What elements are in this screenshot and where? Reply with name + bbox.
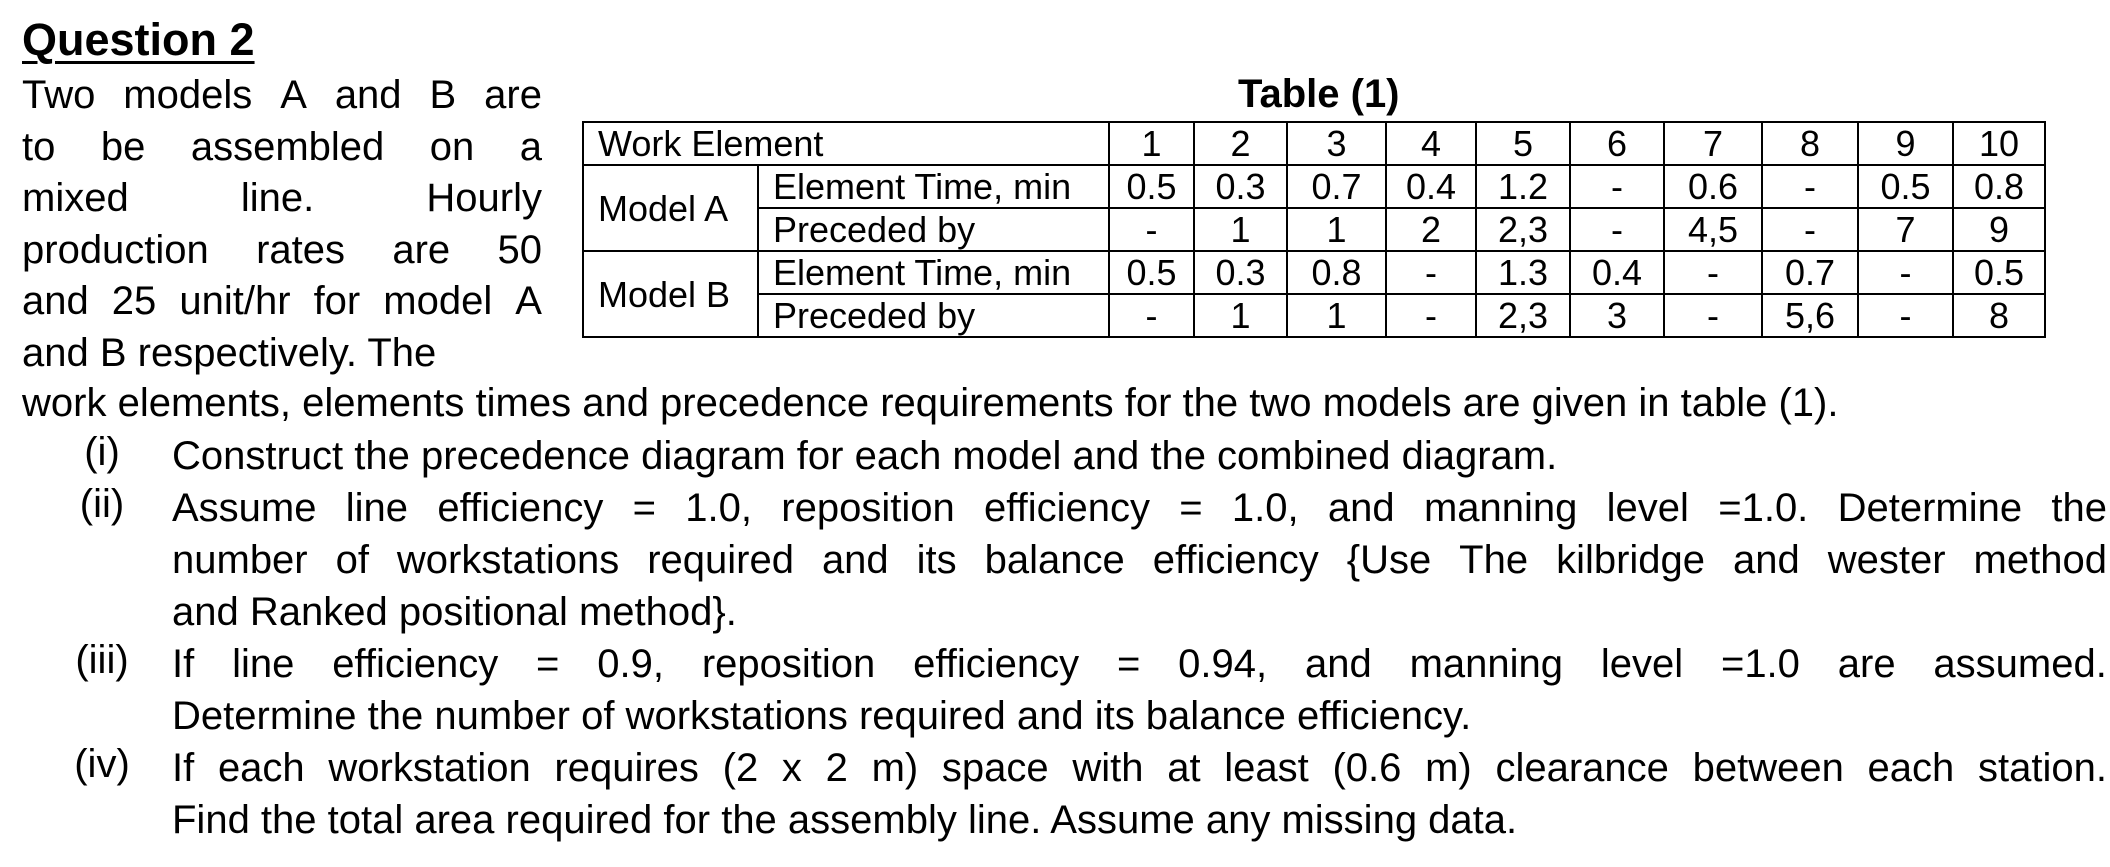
- word: =: [1179, 486, 1203, 530]
- item-line: [172, 534, 2107, 586]
- intro-line: [22, 70, 542, 122]
- word: wester: [1827, 538, 1946, 582]
- work-element-header: Work Element: [583, 122, 1109, 165]
- model-time-row: [583, 165, 2045, 208]
- word: and: [1733, 538, 1800, 582]
- element-time-cell: 0.5: [1953, 251, 2045, 294]
- element-number-cell: 7: [1664, 122, 1762, 165]
- word: 0.9,: [597, 642, 664, 686]
- word: B: [429, 73, 457, 117]
- word: Hourly: [426, 176, 542, 220]
- element-time-cell: 0.8: [1287, 251, 1386, 294]
- word: =1.0: [1720, 642, 1800, 686]
- element-number-cell: 10: [1953, 122, 2045, 165]
- preceded-label-cell: Preceded by: [758, 208, 1109, 251]
- preceded-by-cell: 2,3: [1476, 294, 1570, 337]
- preceded-by-cell: 3: [1570, 294, 1664, 337]
- word: clearance: [1495, 746, 1669, 790]
- word: method: [1973, 538, 2107, 582]
- word: kilbridge: [1556, 538, 1706, 582]
- word: of: [335, 538, 369, 582]
- word: 2: [825, 746, 848, 790]
- item-line: [172, 638, 2107, 690]
- word: efficiency: [437, 486, 604, 530]
- word: line.: [240, 176, 315, 220]
- preceded-by-cell: 5,6: [1762, 294, 1858, 337]
- word: model: [383, 279, 493, 323]
- preceded-label-cell: Preceded by: [758, 294, 1109, 337]
- word: least: [1224, 746, 1309, 790]
- word: =: [632, 486, 656, 530]
- word: models: [123, 73, 253, 117]
- word: be: [100, 124, 146, 169]
- element-time-cell: 0.6: [1664, 165, 1762, 208]
- intro-line: and B respectively. The: [22, 330, 437, 375]
- intro-continuation: work elements, elements times and precedence requirements for the two models are given in table (1).: [22, 381, 1839, 425]
- preceded-by-cell: -: [1109, 208, 1194, 251]
- preceded-by-cell: 4,5: [1664, 208, 1762, 251]
- preceded-by-cell: -: [1386, 294, 1476, 337]
- element-time-cell: 1.2: [1476, 165, 1570, 208]
- word: A: [280, 73, 307, 117]
- word: required: [647, 538, 794, 582]
- item-line: and Ranked positional method}.: [172, 590, 737, 634]
- word: A: [515, 279, 542, 323]
- word: level: [1600, 642, 1684, 686]
- item-line: Construct the precedence diagram for each model and the combined diagram.: [172, 434, 1558, 478]
- word: between: [1692, 746, 1844, 790]
- preceded-by-cell: 1: [1287, 294, 1386, 337]
- preceded-by-cell: -: [1109, 294, 1194, 337]
- element-time-cell: 0.7: [1762, 251, 1858, 294]
- preceded-by-cell: 1: [1287, 208, 1386, 251]
- question-heading: Question 2: [22, 14, 255, 65]
- intro-line: [22, 225, 542, 277]
- element-time-cell: 0.5: [1109, 251, 1194, 294]
- item-number: (iv): [74, 742, 130, 786]
- word: 25: [111, 279, 157, 323]
- word: its: [916, 538, 957, 582]
- element-time-cell: 0.4: [1386, 165, 1476, 208]
- word: and: [821, 538, 889, 582]
- word: line: [232, 642, 295, 686]
- element-time-cell: -: [1664, 251, 1762, 294]
- word: and: [1327, 486, 1395, 530]
- element-time-cell: -: [1570, 165, 1664, 208]
- word: The: [1459, 538, 1529, 582]
- preceded-by-cell: 2: [1386, 208, 1476, 251]
- word: are: [392, 227, 451, 272]
- element-number-cell: 4: [1386, 122, 1476, 165]
- word: workstation: [328, 746, 531, 790]
- word: the: [2051, 486, 2107, 530]
- element-number-cell: 5: [1476, 122, 1570, 165]
- word: 50: [497, 227, 542, 272]
- word: and: [1304, 642, 1372, 686]
- element-number-cell: 2: [1194, 122, 1287, 165]
- element-time-cell: -: [1386, 251, 1476, 294]
- preceded-by-cell: -: [1858, 294, 1953, 337]
- time-label-cell: Element Time, min: [758, 165, 1109, 208]
- preceded-by-cell: -: [1762, 208, 1858, 251]
- intro-line: [22, 276, 542, 328]
- preceded-by-cell: 7: [1858, 208, 1953, 251]
- word: Two: [22, 73, 96, 117]
- word: are: [484, 73, 542, 117]
- word: to: [22, 124, 56, 169]
- element-time-cell: 0.4: [1570, 251, 1664, 294]
- intro-line: [22, 173, 542, 225]
- item-number: (ii): [79, 482, 125, 526]
- word: and: [22, 279, 89, 323]
- word: If: [172, 642, 195, 686]
- element-time-cell: 0.3: [1194, 165, 1287, 208]
- item-number: (i): [84, 430, 120, 474]
- preceded-by-cell: 9: [1953, 208, 2045, 251]
- word: =: [536, 642, 560, 686]
- word: reposition: [781, 486, 955, 530]
- word: at: [1167, 746, 1201, 790]
- element-number-cell: 9: [1858, 122, 1953, 165]
- preceded-by-cell: 1: [1194, 208, 1287, 251]
- word: =: [1116, 642, 1141, 686]
- word: efficiency: [913, 642, 1080, 686]
- header-row: [583, 122, 2045, 165]
- element-number-cell: 6: [1570, 122, 1664, 165]
- word: balance: [984, 538, 1125, 582]
- item-line: Find the total area required for the assembly line. Assume any missing data.: [172, 798, 1518, 842]
- word: and: [334, 73, 402, 117]
- word: rates: [256, 227, 346, 272]
- data-table: [582, 121, 2046, 338]
- word: requires: [554, 746, 699, 790]
- preceded-by-cell: -: [1570, 208, 1664, 251]
- word: level: [1606, 486, 1689, 530]
- word: efficiency: [332, 642, 499, 686]
- word: efficiency: [983, 486, 1150, 530]
- preceded-by-cell: 1: [1194, 294, 1287, 337]
- word: line: [345, 486, 409, 530]
- word: efficiency: [1152, 538, 1319, 582]
- model-time-row: [583, 251, 2045, 294]
- word: reposition: [701, 642, 876, 686]
- word: manning: [1423, 486, 1578, 530]
- word: workstations: [396, 538, 620, 582]
- word: with: [1072, 746, 1144, 790]
- element-number-cell: 3: [1287, 122, 1386, 165]
- table-title: Table (1): [1238, 72, 1400, 116]
- model-preceded-row: [583, 208, 2045, 251]
- word: each: [217, 746, 305, 790]
- model-preceded-row: [583, 294, 2045, 337]
- element-time-cell: -: [1762, 165, 1858, 208]
- word: space: [941, 746, 1049, 790]
- element-time-cell: 0.5: [1858, 165, 1953, 208]
- preceded-by-cell: 8: [1953, 294, 2045, 337]
- word: a: [519, 124, 542, 169]
- element-time-cell: 0.7: [1287, 165, 1386, 208]
- intro-paragraph: [22, 70, 542, 379]
- word: for: [313, 279, 361, 323]
- model-name-cell: Model A: [583, 165, 758, 251]
- word: 1.0,: [1231, 486, 1299, 530]
- word: manning: [1409, 642, 1563, 686]
- word: (2: [722, 746, 759, 790]
- preceded-by-cell: -: [1664, 294, 1762, 337]
- word: on: [429, 124, 475, 169]
- element-time-cell: 0.8: [1953, 165, 2045, 208]
- word: production: [22, 227, 209, 272]
- word: {Use: [1346, 538, 1432, 582]
- element-number-cell: 1: [1109, 122, 1194, 165]
- element-time-cell: 0.5: [1109, 165, 1194, 208]
- word: are: [1837, 642, 1896, 686]
- word: If: [172, 746, 195, 790]
- word: m): [871, 746, 919, 790]
- element-number-cell: 8: [1762, 122, 1858, 165]
- word: each: [1867, 746, 1955, 790]
- word: (0.6: [1332, 746, 1402, 790]
- word: Determine: [1837, 486, 2023, 530]
- word: 1.0,: [685, 486, 752, 530]
- preceded-by-cell: 2,3: [1476, 208, 1570, 251]
- element-time-cell: 0.3: [1194, 251, 1287, 294]
- word: station.: [1977, 746, 2107, 790]
- item-line: [172, 482, 2107, 534]
- element-time-cell: 1.3: [1476, 251, 1570, 294]
- word: assumed.: [1933, 642, 2107, 686]
- intro-line: [22, 122, 542, 174]
- word: unit/hr: [179, 279, 291, 323]
- word: mixed: [22, 176, 129, 220]
- item-line: Determine the number of workstations required and its balance efficiency.: [172, 694, 1472, 738]
- item-line: [172, 742, 2107, 794]
- time-label-cell: Element Time, min: [758, 251, 1109, 294]
- item-number: (iii): [75, 638, 129, 682]
- word: Assume: [172, 486, 317, 530]
- word: 0.94,: [1178, 642, 1268, 686]
- word: m): [1425, 746, 1472, 790]
- element-time-cell: -: [1858, 251, 1953, 294]
- word: =1.0.: [1718, 486, 1809, 530]
- word: number: [172, 538, 308, 582]
- model-name-cell: Model B: [583, 251, 758, 337]
- word: x: [781, 746, 802, 790]
- word: assembled: [190, 124, 385, 169]
